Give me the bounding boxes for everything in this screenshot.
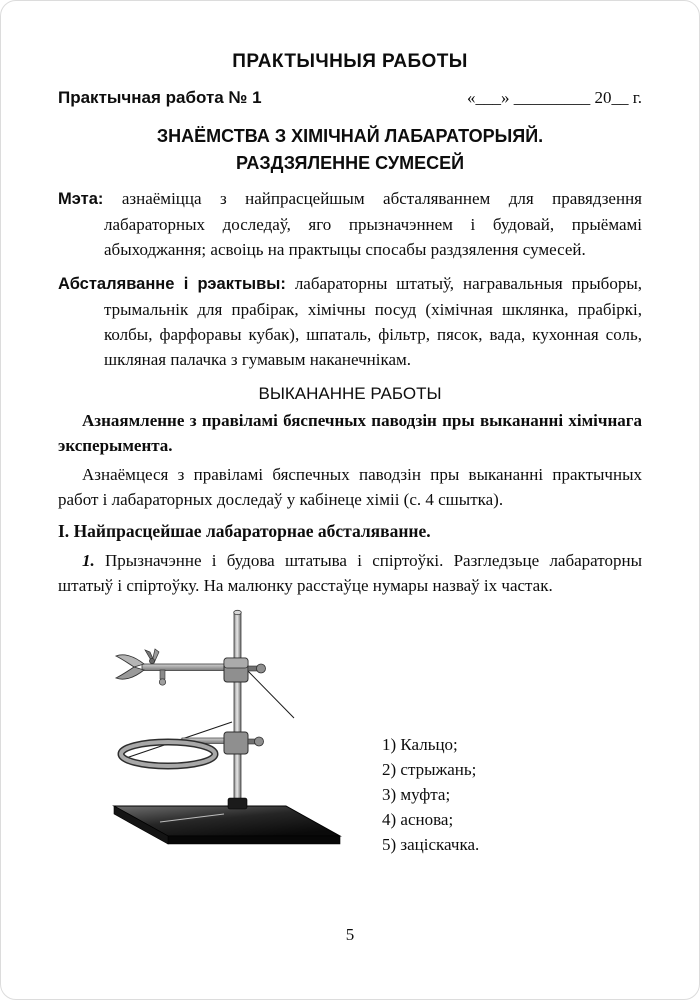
goal-text: азнаёміцца з найпрасцейшым абсталяваннем для правядзення лабараторных доследаў, яго прызначэннем і будовай, прыёмамі абыходжання; асвоіць на практыцы спосабы раздзялення сумесей. bbox=[104, 189, 642, 259]
bosshead-upper-screw-knob bbox=[257, 664, 266, 673]
clamp-arm bbox=[142, 664, 236, 671]
clamp-jaw-upper bbox=[116, 655, 144, 667]
ring-highlight bbox=[121, 742, 215, 766]
work-number-title: Практычная работа № 1 bbox=[58, 88, 262, 107]
work-header-row bbox=[58, 88, 642, 108]
stand-rod-top bbox=[234, 610, 242, 614]
task-one-number: 1. bbox=[82, 551, 95, 570]
topic-line-2: РАЗДЗЯЛЕННЕ СУМЕСЕЙ bbox=[235, 153, 465, 173]
bosshead-lower-screw-knob bbox=[255, 737, 264, 746]
part-one-numeral: I. bbox=[58, 521, 70, 541]
equipment-label: Абсталяванне і рэактывы: bbox=[58, 275, 286, 293]
figure-part-item: 4) аснова; bbox=[382, 810, 454, 829]
figure-row bbox=[58, 606, 642, 863]
clamp-wing-screw-hub bbox=[149, 658, 154, 663]
topic-line-1: ЗНАЁМСТВА З ХІМІЧНАЙ ЛАБАРАТОРЫЯЙ. bbox=[156, 126, 544, 146]
bosshead-lower bbox=[224, 732, 248, 754]
figure-part-item: 3) муфта; bbox=[382, 785, 451, 804]
safety-text: Азнаёмцеся з правіламі бяспечных паводзін пры выкананні практычных работ і лабараторных доследаў у кабінеце хіміі (с. 4 сшытка). bbox=[58, 465, 642, 509]
stand-base-front bbox=[168, 836, 340, 844]
page-number: 5 bbox=[345, 925, 355, 944]
equipment-paragraph bbox=[58, 271, 642, 372]
task-one-paragraph bbox=[58, 548, 642, 598]
part-one-heading bbox=[58, 519, 642, 544]
goal-label: Мэта: bbox=[58, 190, 104, 208]
stand-rod bbox=[234, 612, 241, 808]
pointer-line-clamp bbox=[245, 668, 294, 718]
clamp-screw-knob bbox=[159, 679, 165, 685]
topic-heading bbox=[58, 123, 642, 177]
stand-rod-collar bbox=[228, 798, 247, 809]
part-one-title: Найпрасцейшае лабараторнае абсталяванне. bbox=[73, 521, 431, 541]
figure-parts-list bbox=[382, 732, 479, 857]
figure-part-item: 5) заціскачка. bbox=[382, 835, 480, 854]
figure-part-item: 2) стрыжань; bbox=[382, 760, 477, 779]
date-fill-in-line: «___» _________ 20__ г. bbox=[466, 88, 642, 107]
laboratory-stand-drawing bbox=[108, 606, 348, 858]
equipment-text: лабараторны штатыў, награвальныя прыборы, трымальнік для прабірак, хімічны посуд (хімічная шклянка, прабіркі, колбы, фарфоравы кубак), шпаталь, фільтр, пясок, вада, кухонная соль, шкляная палачка з гумавым наканечнікам. bbox=[104, 274, 642, 369]
clamp-screw-stem bbox=[160, 670, 165, 679]
goal-paragraph bbox=[58, 186, 642, 262]
figure-part-item: 1) Кальцо; bbox=[382, 735, 458, 754]
section-title: ВЫКАНАННЕ РАБОТЫ bbox=[258, 384, 442, 403]
laboratory-stand-figure bbox=[108, 606, 348, 863]
bosshead-upper-cap bbox=[224, 658, 248, 668]
page-header-title: ПРАКТЫЧНЫЯ РАБОТЫ bbox=[232, 51, 468, 72]
bosshead-upper-screw-stem bbox=[248, 666, 257, 671]
task-one-text: Прызначэнне і будова штатыва і спіртоўкі. Разгледзьце лабараторны штатыў і спіртоўку. На малюнку расстаўце нумары назваў іх частак. bbox=[58, 551, 643, 595]
clamp-jaw-lower bbox=[116, 667, 144, 679]
safety-heading: Азнаямленне з правіламі бяспечных паводзін пры выкананні хімічнага эксперымента. bbox=[58, 411, 642, 455]
